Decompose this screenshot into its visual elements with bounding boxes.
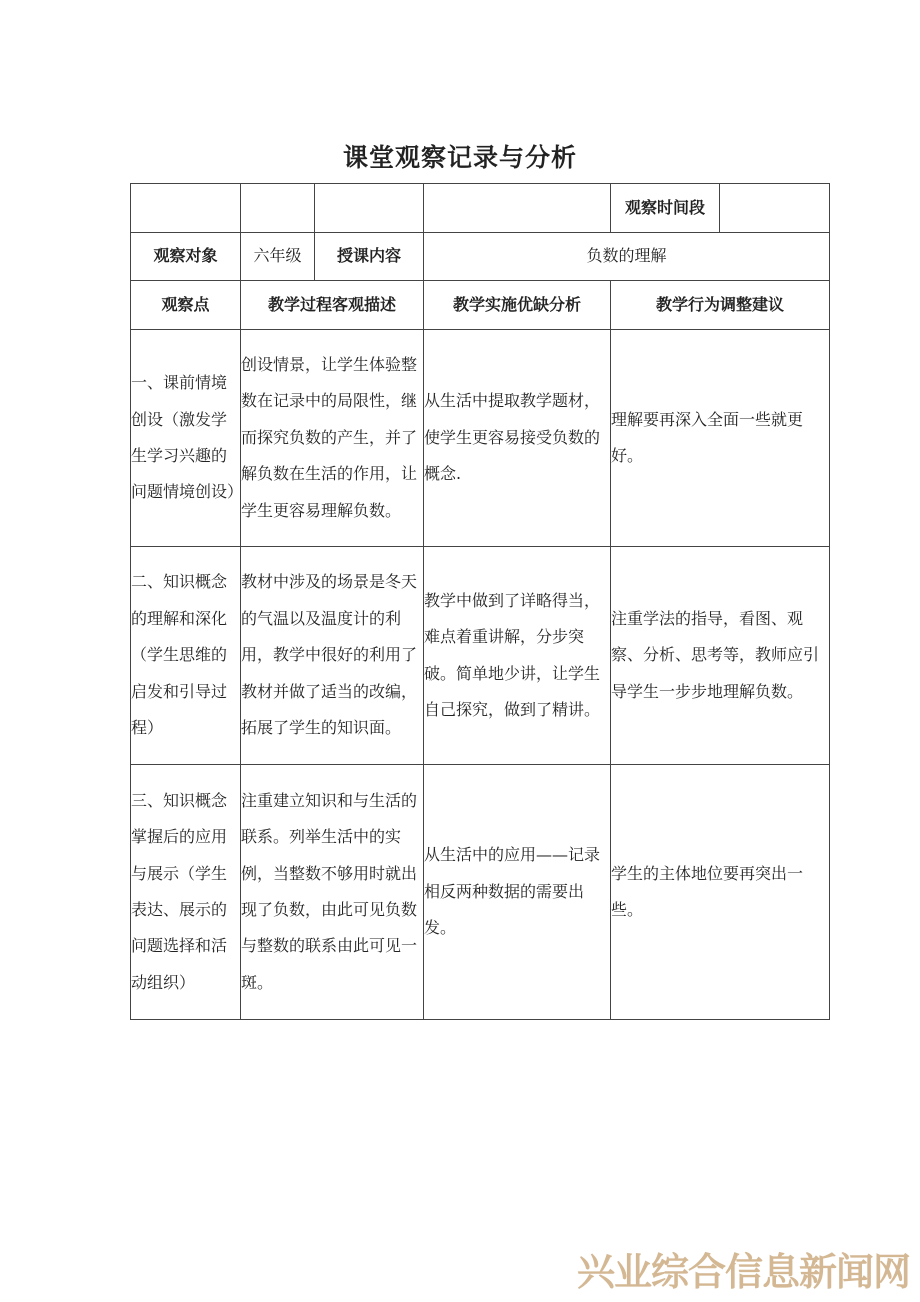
column-header: 教学行为调整建议 (611, 281, 830, 330)
column-header-row (131, 281, 830, 330)
header-row (131, 184, 830, 233)
page-title: 课堂观察记录与分析 (342, 143, 577, 172)
watermark: 兴业综合信息新闻网 (576, 1250, 910, 1294)
process-description: 教材中涉及的场景是冬天的气温以及温度计的利用，教学中很好的利用了教材并做了适当的改编，拓展了学生的知识面。 (241, 547, 424, 765)
implementation-analysis: 教学中做到了详略得当，难点着重讲解，分步突破。简单地少讲，让学生自己探究，做到了精讲。 (424, 547, 611, 765)
blank-cell (241, 184, 315, 233)
process-description: 创设情景，让学生体验整数在记录中的局限性，继而探究负数的产生，并了解负数在生活的作用，让学生更容易理解负数。 (241, 330, 424, 547)
column-header: 观察点 (131, 281, 241, 330)
content-label: 授课内容 (315, 233, 424, 281)
blank-cell (424, 184, 611, 233)
column-header: 教学过程客观描述 (241, 281, 424, 330)
object-label: 观察对象 (131, 233, 241, 281)
observation-point: 三、知识概念掌握后的应用与展示（学生表达、展示的问题选择和活动组织） (131, 765, 241, 1020)
blank-cell (131, 184, 241, 233)
observation-point: 一、课前情境创设（激发学生学习兴趣的问题情境创设） (131, 330, 241, 547)
table-row (131, 765, 830, 1020)
adjustment-suggestion: 学生的主体地位要再突出一些。 (611, 765, 830, 1020)
table-row (131, 330, 830, 547)
info-row (131, 233, 830, 281)
content-value: 负数的理解 (424, 233, 830, 281)
process-description: 注重建立知识和与生活的联系。列举生活中的实例，当整数不够用时就出现了负数，由此可见负数与整数的联系由此可见一斑。 (241, 765, 424, 1020)
blank-cell (315, 184, 424, 233)
adjustment-suggestion: 理解要再深入全面一些就更好。 (611, 330, 830, 547)
observation-table (130, 183, 830, 1020)
adjustment-suggestion: 注重学法的指导，看图、观察、分析、思考等，教师应引导学生一步步地理解负数。 (611, 547, 830, 765)
time-value-cell (720, 184, 830, 233)
table-row (131, 547, 830, 765)
time-label: 观察时间段 (611, 184, 720, 233)
implementation-analysis: 从生活中提取教学题材，使学生更容易接受负数的概念. (424, 330, 611, 547)
observation-point: 二、知识概念的理解和深化（学生思维的启发和引导过程） (131, 547, 241, 765)
column-header: 教学实施优缺分析 (424, 281, 611, 330)
implementation-analysis: 从生活中的应用——记录相反两种数据的需要出发。 (424, 765, 611, 1020)
object-value: 六年级 (241, 233, 315, 281)
